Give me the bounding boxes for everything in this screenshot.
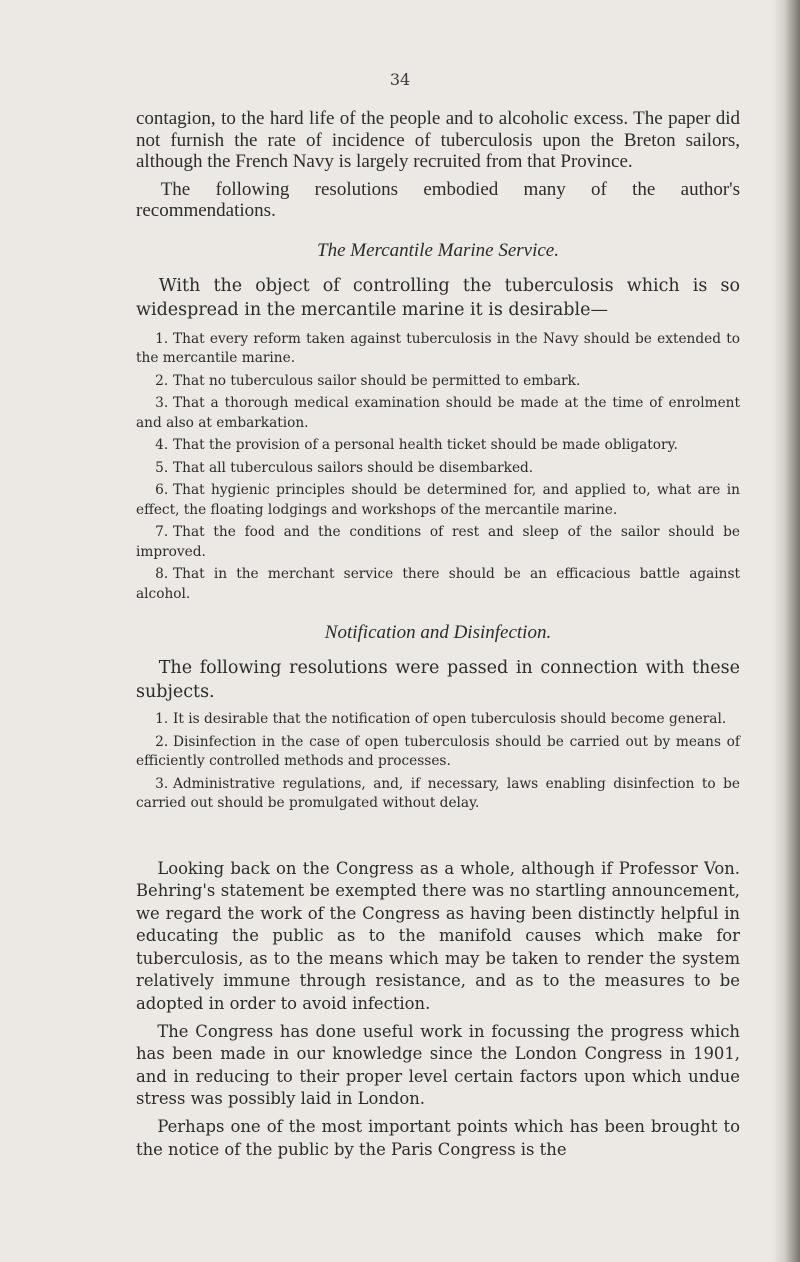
resolution-number: 3. <box>155 775 169 792</box>
resolution-item <box>136 481 740 520</box>
intro-paragraph-2: The following resolutions embodied many of the author's recommendations. <box>136 178 740 221</box>
resolution-text: That no tuberculous sailor should be permitted to embark. <box>173 372 581 389</box>
resolution-text: That a thorough medical examination should be made at the time of enrolment and also at embarkation. <box>136 395 740 431</box>
resolution-number: 2. <box>155 372 169 389</box>
resolution-item <box>136 733 740 772</box>
mercantile-lead: With the object of controlling the tuberculosis which is so widespread in the mercantile marine it is desirable— <box>136 275 740 320</box>
resolution-number: 2. <box>155 733 169 750</box>
resolution-number: 5. <box>155 459 169 476</box>
resolution-item <box>136 330 740 369</box>
resolution-number: 8. <box>155 566 169 582</box>
resolution-number: 7. <box>155 524 169 540</box>
resolution-item <box>136 436 740 456</box>
resolution-number: 6. <box>155 482 169 498</box>
resolution-item <box>136 394 740 433</box>
section-title-notification: Notification and Disinfection. <box>324 622 552 643</box>
resolution-text: That every reform taken against tuberculosis in the Navy should be extended to the mercantile marine. <box>136 330 740 366</box>
mercantile-resolutions-list <box>136 330 740 605</box>
page-edge-shadow <box>772 0 800 1262</box>
closing-paragraph-3: Perhaps one of the most important points which has been brought to the notice of the public by the Paris Congress is the <box>136 1117 740 1159</box>
resolution-text: That in the merchant service there should be an efficacious battle against alcohol. <box>136 566 740 602</box>
resolution-text: That the provision of a personal health ticket should be made obligatory. <box>173 437 678 453</box>
intro-paragraph-1: contagion, to the hard life of the people and to alcoholic excess. The paper did not furnish the rate of incidence of tuberculosis upon the Breton sailors, although the French Navy is largely recruited from that Province. <box>136 108 740 172</box>
resolution-item <box>136 775 740 814</box>
resolution-text: That the food and the conditions of rest and sleep of the sailor should be improved. <box>136 524 740 560</box>
closing-paragraph-2: The Congress has done useful work in focussing the progress which has been made in our knowledge since the London Congress in 1901, and in reducing to their proper level certain factors upon which undue stress was possibly laid in London. <box>136 1021 740 1109</box>
resolution-number: 3. <box>155 395 169 411</box>
resolution-text: It is desirable that the notification of open tuberculosis should become general. <box>173 711 727 727</box>
resolution-number: 1. <box>155 330 169 347</box>
resolution-item <box>136 523 740 562</box>
resolution-text: Administrative regulations, and, if necessary, laws enabling disinfection to be carried out should be promulgated without delay. <box>136 775 740 811</box>
resolution-item <box>136 372 740 392</box>
section-title-mercantile: The Mercantile Marine Service. <box>317 239 559 261</box>
resolution-number: 4. <box>155 437 169 453</box>
resolution-number: 1. <box>155 711 169 727</box>
resolution-item <box>136 565 740 604</box>
notification-lead: The following resolutions were passed in connection with these subjects. <box>136 658 740 702</box>
resolution-item <box>136 710 740 730</box>
resolution-text: That all tuberculous sailors should be disembarked. <box>173 459 534 476</box>
resolution-text: Disinfection in the case of open tuberculosis should be carried out by means of efficiently controlled methods and processes. <box>136 733 740 769</box>
page-number: 34 <box>389 70 411 89</box>
resolution-item <box>136 459 740 479</box>
notification-resolutions-list <box>136 710 740 814</box>
closing-paragraph-1: Looking back on the Congress as a whole, although if Professor Von. Behring's statement be exempted there was no startling announcement, we regard the work of the Congress as having been distinctly helpful in educating the public as to the manifold causes which make for tuberculosis, as to the means which may be taken to render the system relatively immune through resistance, and as to the measures to be adopted in order to avoid infection. <box>136 858 740 1014</box>
resolution-text: That hygienic principles should be determined for, and applied to, what are in effect, the floating lodgings and workshops of the mercantile marine. <box>136 482 740 518</box>
page-content <box>136 108 740 1161</box>
